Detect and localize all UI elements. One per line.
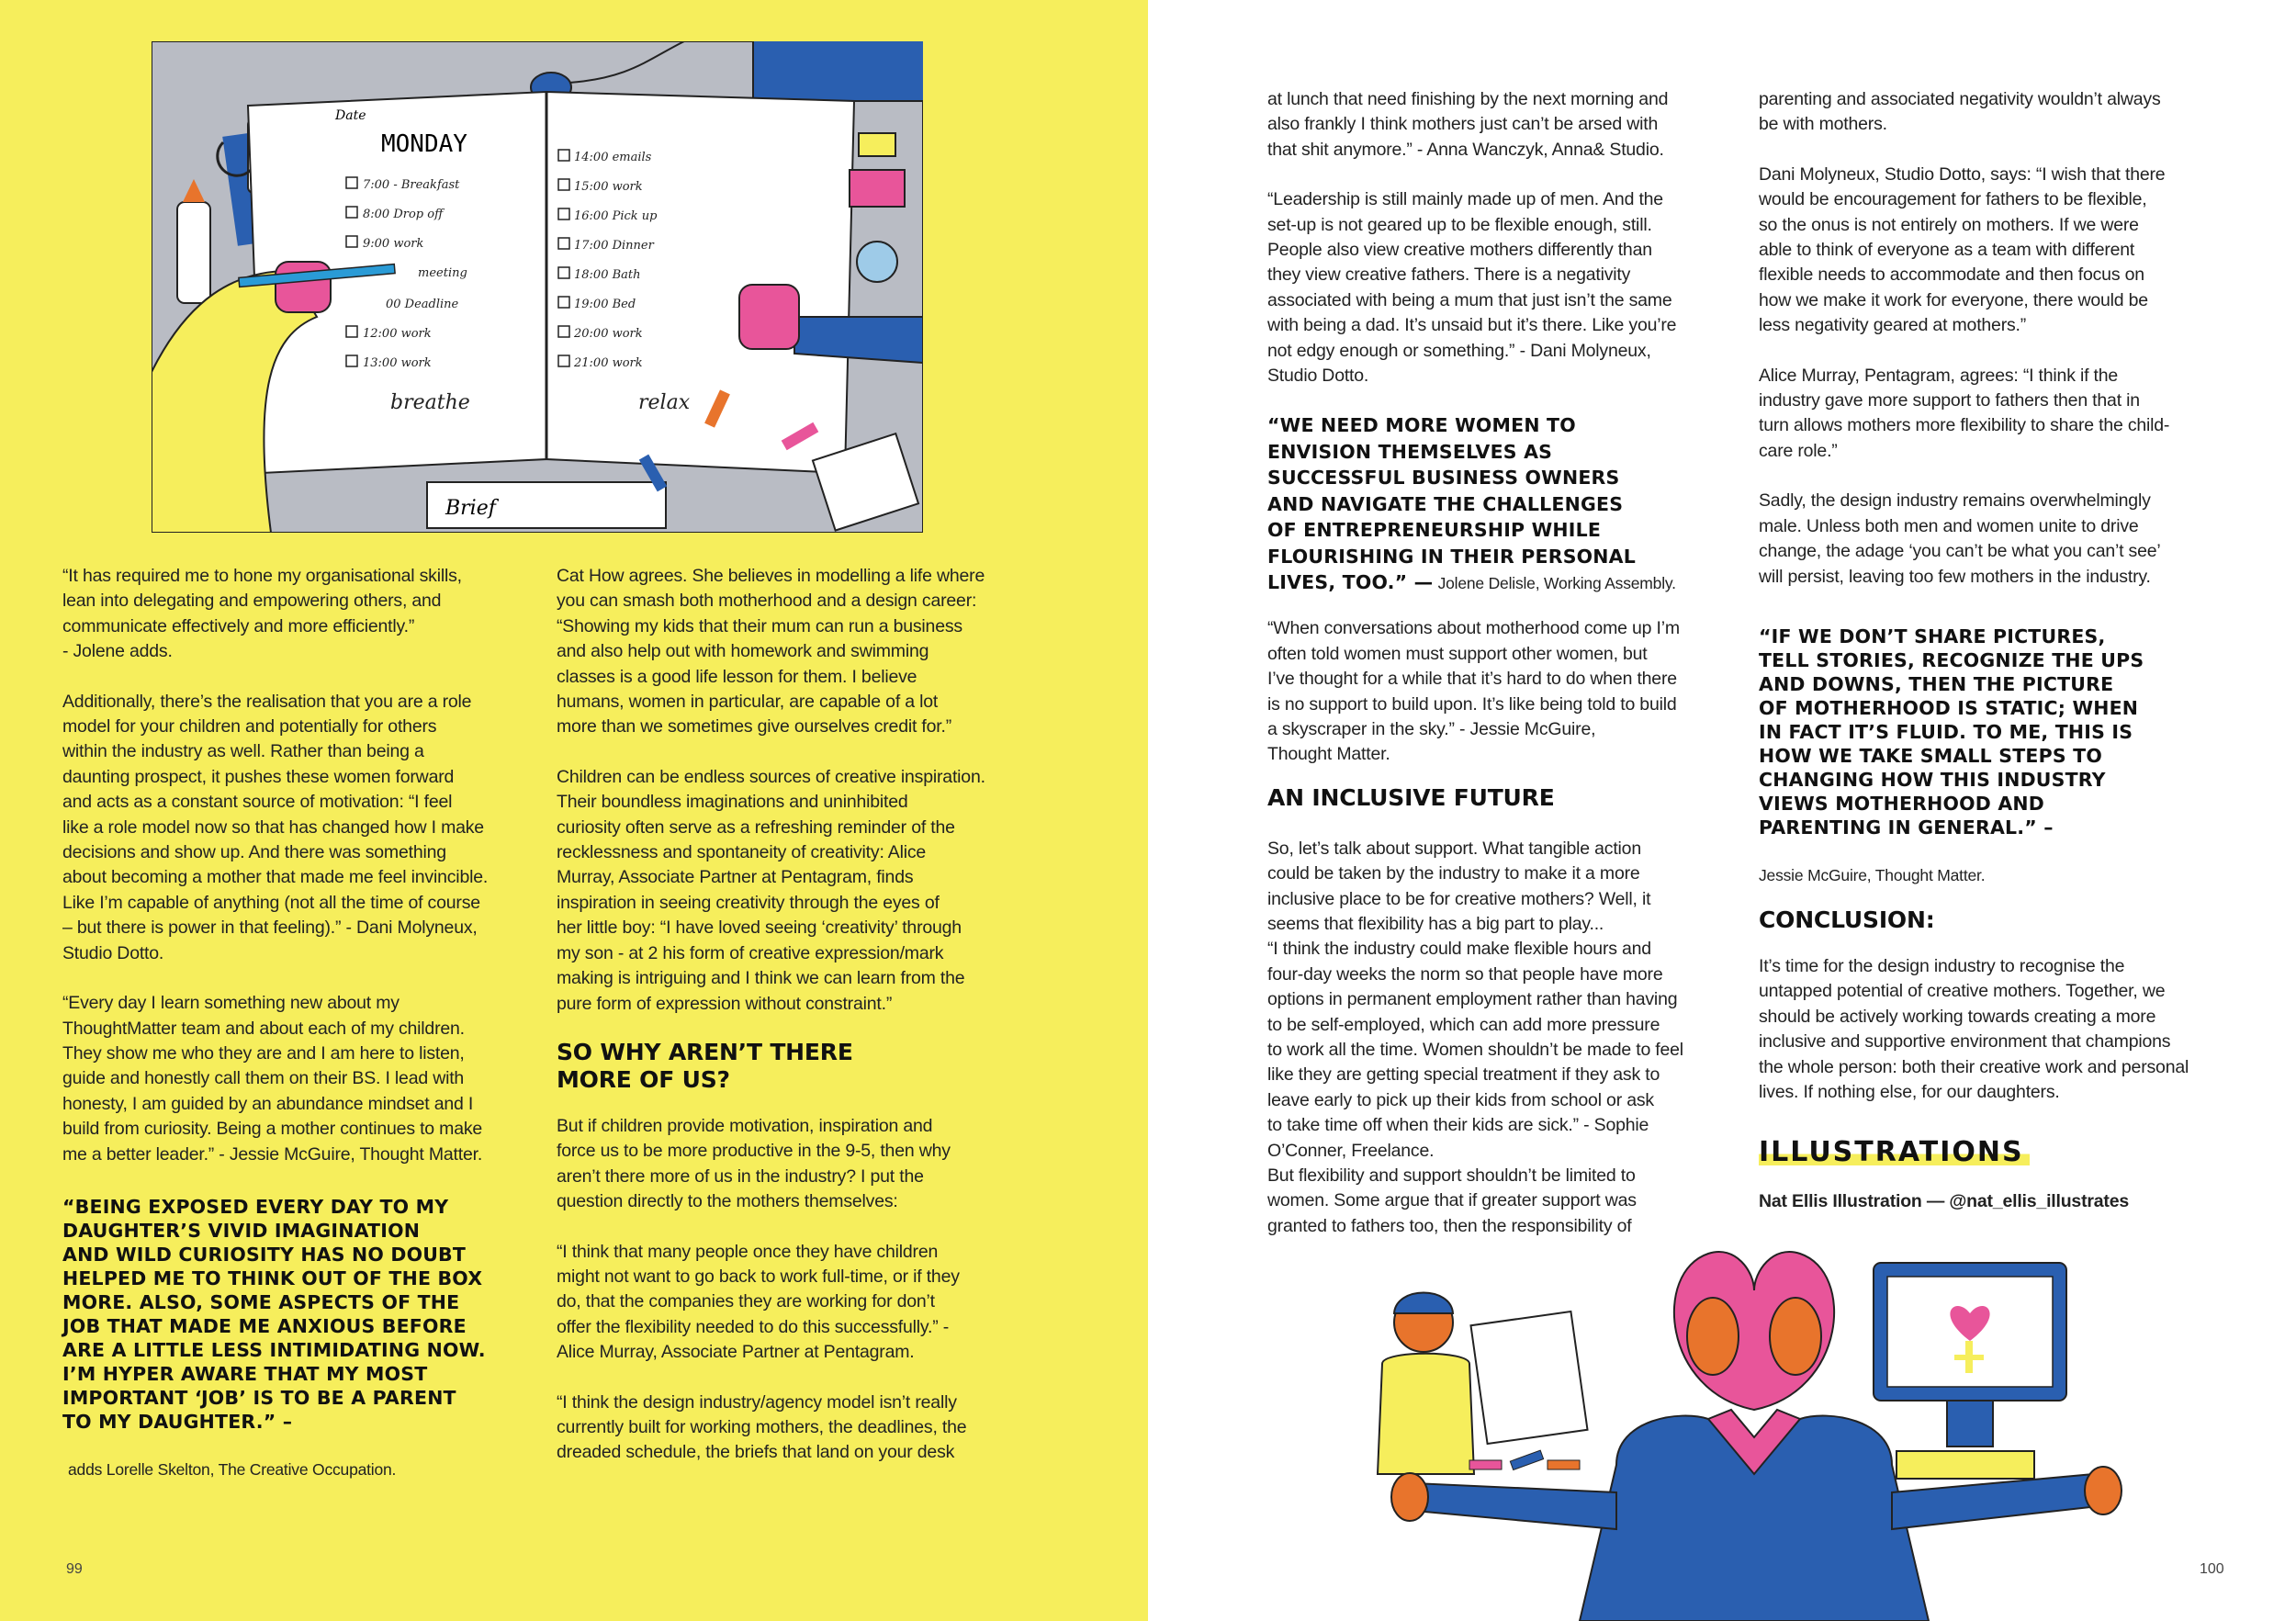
pull-quote: “IF WE DON’T SHARE PICTURES, TELL STORIES, RECOGNIZE THE UPS AND DOWNS, THEN THE PICTURE OF MOTHERHOOD IS STATIC; WHEN IN FACT IT’S FLUID. TO ME, THIS IS HOW WE TAKE SMALL STEPS TO CHANGING HOW THIS INDUSTRY VIEWS MOTHERHOOD AND PARENTING IN GENERAL.” – <box>1759 625 2144 839</box>
column-4 <box>1759 87 2250 1214</box>
planner-item: 21:00 work <box>574 356 643 370</box>
paragraph: Cat How agrees. She believes in modelling a life where you can smash both motherhood and a design career: “Showing my kids that their mum can run a business and also help out with homework and swimming classes is a good life lesson for them. I believe humans, women in particular, are capable of a lot more than we sometimes give ourselves credit for.” <box>557 566 985 737</box>
teddy-icon <box>857 242 897 282</box>
planner-item: meeting <box>418 266 467 280</box>
paragraph: Dani Molyneux, Studio Dotto, says: “I wish that there would be encouragement for fathers to be flexible, so the onus is not entirely on mothers. If we were able to think of everyone as a team with different flexible needs to accommodate and then focus on how we make it work for everyone, there would be less negativity geared at mothers.” <box>1759 163 2166 336</box>
paragraph: parenting and associated negativity wouldn’t always be with mothers. <box>1759 89 2161 135</box>
planner-item: 13:00 work <box>363 356 432 370</box>
face-left <box>1687 1298 1739 1375</box>
planner-item: 12:00 work <box>363 327 432 341</box>
pull-quote: “WE NEED MORE WOMEN TO ENVISION THEMSELVES AS SUCCESSFUL BUSINESS OWNERS AND NAVIGATE THE CHALLENGES OF ENTREPRENEURSHIP WHILE FLOURISHING IN THEIR PERSONAL LIVES, TOO.” — <box>1267 414 1636 593</box>
paragraph: Alice Murray, Pentagram, agrees: “I think if the industry gave more support to fathers then that in turn allows mothers more flexibility to share the child- care role.” <box>1759 365 2170 461</box>
paragraph: It’s time for the design industry to recognise the untapped potential of creative mothers. Together, we should be actively working towards creating a more inclusive and supportive environment that champions the whole person: both their creative work and personal lives. If nothing else, for our daughters. <box>1759 955 2189 1102</box>
paragraph: at lunch that need finishing by the next morning and also frankly I think mothers just can’t be arsed with that shit anymore.” - Anna Wanczyk, Anna& Studio. <box>1267 89 1669 160</box>
bottle-icon <box>177 202 210 303</box>
lego-brick <box>859 133 895 156</box>
planner-illustration <box>152 41 923 533</box>
paragraph: Children can be endless sources of creative inspiration. Their boundless imaginations and uninhibited curiosity often serve as a refreshing reminder of the recklessness and spontaneity of creativity: Alice Murray, Associate Partner at Pentagram, finds inspiration in seeing creativity through the eyes of her little boy: “I have loved seeing ‘creativity’ through my son - at 2 his form of creative expression/mark making is intriguing and I think we can learn from the pure form of expression without constraint.” <box>557 766 985 1014</box>
illustration-credit: Nat Ellis Illustration — @nat_ellis_illustrates <box>1759 1190 2129 1211</box>
child-body <box>1378 1354 1474 1474</box>
planner-right-page <box>546 92 854 473</box>
planner-item: 18:00 Bath <box>574 268 641 282</box>
left-hand <box>276 262 331 312</box>
planner-item: 14:00 emails <box>574 151 652 164</box>
paragraph: But if children provide motivation, inspiration and force us to be more productive in the 9-5, then why aren’t there more of us in the industry? I put the question directly to the mothers themselves: <box>557 1115 951 1212</box>
column-3 <box>1267 87 1740 1264</box>
paragraph: “When conversations about motherhood come up I’m often told women must support other women, but I’ve thought for a while that it’s hard to do when there is no support to build upon. It’s like being told to build a skyscraper in the sky.” - Jessie McGuire, Thought Matter. <box>1267 618 1680 765</box>
planner-item: 9:00 work <box>363 237 424 251</box>
right-arm <box>794 317 923 363</box>
paragraph: “I think the design industry/agency model isn’t really currently built for working mothers, the deadlines, the dreaded schedule, the briefs that land on your desk <box>557 1391 967 1463</box>
paragraph: “I think that many people once they have children might not want to go back to work full-time, or if they do, that the companies they are working for don’t offer the flexibility needed to do this successfully.” - Alice Murray, Associate Partner at Pentagram. <box>557 1241 960 1363</box>
mother-illustration <box>1359 1235 2158 1621</box>
illustrations-heading: ILLUSTRATIONS <box>1759 1140 2030 1165</box>
right-hand <box>739 285 799 349</box>
date-label: Date <box>335 108 366 123</box>
pull-quote-attribution: adds Lorelle Skelton, The Creative Occupation. <box>68 1459 397 1479</box>
planner-item: 16:00 Pick up <box>574 209 658 223</box>
pull-quote: “BEING EXPOSED EVERY DAY TO MY DAUGHTER’S VIVID IMAGINATION AND WILD CURIOSITY HAS NO DOUBT HELPED ME TO THINK OUT OF THE BOX MORE. ALSO, SOME ASPECTS OF THE JOB THAT MADE ME ANXIOUS BEFORE ARE A LITTLE LESS INTIMIDATING NOW. I’M HYPER AWARE THAT MY MOST IMPORTANT ‘JOB’ IS TO BE A PARENT TO MY DAUGHTER.” – <box>62 1195 486 1433</box>
paragraph: “Every day I learn something new about my ThoughtMatter team and about each of my children. They show me who they are and I am here to listen, guide and honestly call them on their BS. I lead with honesty, I am guided by an abundance mindset and I build from curiosity. Being a mother continues to make me a better leader.” - Jessie McGuire, Thought Matter. <box>62 993 483 1165</box>
paragraph: Additionally, there’s the realisation that you are a role model for your children and potentially for others within the industry as well. Rather than being a daunting prospect, it pushes these women forward and acts as a constant source of motivation: “I feel like a role model now so that has changed how I make decisions and show up. And there was something about becoming a mother that made me feel invincible. Like I’m capable of anything (not all the time of course – but there is power in that feeling).” - Dani Molyneux, Studio Dotto. <box>62 691 489 963</box>
planner-item: 00 Deadline <box>386 298 459 311</box>
keyboard-icon <box>753 41 923 101</box>
pull-quote-attribution: Jolene Delisle, Working Assembly. <box>1437 573 1676 592</box>
planner-item: 19:00 Bed <box>574 298 636 311</box>
planner-item: 8:00 Drop off <box>363 208 444 221</box>
page-number-right: 100 <box>2200 1561 2224 1577</box>
column-1 <box>62 564 545 1505</box>
paragraph: “Leadership is still mainly made up of men. And the set-up is not geared up to be flexible enough, still. People also view creative mothers differently than they view creative fathers. There is a negativity associated with being a mum that just isn’t the same with being a dad. It’s unsaid but it’s there. Like you’re not edgy enough or something.” - Dani Molyneux, Studio Dotto. <box>1267 189 1677 387</box>
pull-quote-attribution: Jessie McGuire, Thought Matter. <box>1759 865 1986 884</box>
planner-footer: breathe <box>390 391 470 414</box>
paragraph: Sadly, the design industry remains overwhelmingly male. Unless both men and women unite to drive change, the adage ‘you can’t be what you can’t see’ will persist, leaving too few mothers in the industry. <box>1759 490 2161 587</box>
paragraph: So, let’s talk about support. What tangible action could be taken by the industry to make it a more inclusive place to be for creative mothers? Well, it seems that flexibility has a big part to play... “I think the industry could make flexible hours and four-day weeks the norm so that people have more options in permanent employment rather than having to be self-employed, which can add more pressure to work all the time. Women shouldn’t be made to feel like they are getting special treatment if they ask to leave early to pick up their kids from school or ask to take time off when their kids are sick.” - Sophie O’Conner, Freelance. But flexibility and support shouldn’t be limited to women. Some argue that if greater support was granted to fathers too, then the responsibility of <box>1267 838 1683 1236</box>
keyboard-icon <box>1896 1451 2034 1479</box>
planner-footer: relax <box>638 391 691 414</box>
face-right <box>1770 1298 1821 1375</box>
section-heading: CONCLUSION: <box>1759 906 1935 933</box>
section-heading: SO WHY AREN’T THERE MORE OF US? <box>557 1038 853 1093</box>
lego-brick <box>850 170 905 207</box>
day-title: MONDAY <box>381 130 467 158</box>
planner-item: 15:00 work <box>574 180 643 194</box>
paragraph: “It has required me to hone my organisational skills, lean into delegating and empowering others, and communicate effectively and more efficiently.” - Jolene adds. <box>62 566 462 662</box>
planner-item: 7:00 - Breakfast <box>363 178 460 192</box>
planner-item: 17:00 Dinner <box>574 239 654 253</box>
planner-item: 20:00 work <box>574 327 643 341</box>
column-2 <box>557 564 1034 1491</box>
section-heading: AN INCLUSIVE FUTURE <box>1267 783 1555 811</box>
page-number-left: 99 <box>66 1561 83 1577</box>
brief-label: Brief <box>445 497 496 520</box>
kid-drawing <box>1470 1311 1587 1444</box>
